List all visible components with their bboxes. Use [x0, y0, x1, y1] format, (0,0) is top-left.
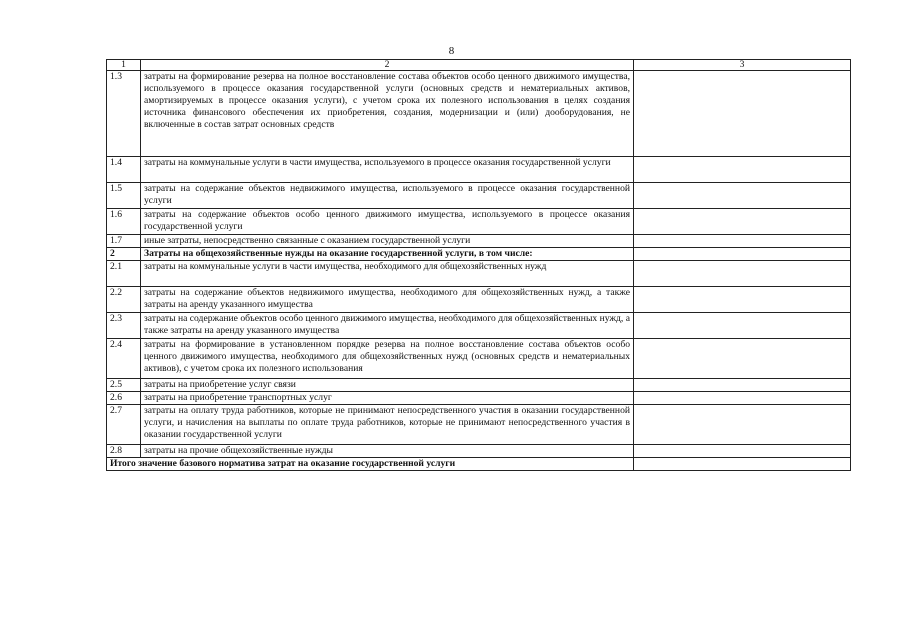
row-value: [634, 248, 851, 261]
row-description: затраты на коммунальные услуги в части имущества, необходимого для общехозяйственных нужд: [141, 261, 634, 287]
row-number: 2.2: [107, 287, 141, 313]
row-number: 1.4: [107, 157, 141, 183]
table-row: [107, 379, 851, 392]
row-value: [634, 183, 851, 209]
total-label: Итого значение базового норматива затрат на оказание государственной услуги: [107, 458, 634, 471]
row-number: 2: [107, 248, 141, 261]
row-value: [634, 157, 851, 183]
row-value: [634, 235, 851, 248]
row-description: затраты на прочие общехозяйственные нужды: [141, 445, 634, 458]
row-number: 2.6: [107, 392, 141, 405]
page-number: 8: [448, 45, 455, 57]
row-number: 2.7: [107, 405, 141, 445]
row-number: 2.3: [107, 313, 141, 339]
row-description: затраты на формирование в установленном порядке резерва на полное восстановление состава объектов особо ценного движимого имущества, необходимого для общехозяйственных нужд (основных средств и нематериальных активов), с учетом срока их полезного использования: [141, 339, 634, 379]
table-row: [107, 209, 851, 235]
row-value: [634, 313, 851, 339]
row-description: затраты на оплату труда работников, которые не принимают непосредственного участия в оказании государственной услуги, и начисления на выплаты по оплате труда работников, которые не принимают непосредственного участия в оказании государственной услуги: [141, 405, 634, 445]
row-value: [634, 379, 851, 392]
row-number: 1.6: [107, 209, 141, 235]
table-header-row: [107, 60, 851, 71]
header-col-1: 1: [107, 60, 141, 71]
row-description: Затраты на общехозяйственные нужды на оказание государственной услуги, в том числе:: [141, 248, 634, 261]
row-value: [634, 209, 851, 235]
header-col-3: 3: [634, 60, 851, 71]
table-row: [107, 445, 851, 458]
table-row: [107, 405, 851, 445]
header-col-2: 2: [141, 60, 634, 71]
table-total-row: [107, 458, 851, 471]
row-value: [634, 392, 851, 405]
row-description: затраты на приобретение транспортных услуг: [141, 392, 634, 405]
table-row: [107, 313, 851, 339]
row-description: затраты на содержание объектов особо ценного движимого имущества, необходимого для общехозяйственных нужд, а также затраты на аренду указанного имущества: [141, 313, 634, 339]
table-row: [107, 157, 851, 183]
row-description: иные затраты, непосредственно связанные с оказанием государственной услуги: [141, 235, 634, 248]
row-description: затраты на коммунальные услуги в части имущества, используемого в процессе оказания государственной услуги: [141, 157, 634, 183]
row-value: [634, 339, 851, 379]
table-row: [107, 235, 851, 248]
row-number: 2.1: [107, 261, 141, 287]
total-value: [634, 458, 851, 471]
row-number: 2.5: [107, 379, 141, 392]
row-description: затраты на содержание объектов недвижимого имущества, используемого в процессе оказания государственной услуги: [141, 183, 634, 209]
row-number: 2.8: [107, 445, 141, 458]
row-number: 2.4: [107, 339, 141, 379]
row-value: [634, 261, 851, 287]
row-number: 1.7: [107, 235, 141, 248]
table-row: [107, 392, 851, 405]
table-section-row: [107, 248, 851, 261]
row-description: затраты на содержание объектов недвижимого имущества, необходимого для общехозяйственных нужд, а также затраты на аренду указанного имущества: [141, 287, 634, 313]
row-description: затраты на приобретение услуг связи: [141, 379, 634, 392]
row-description: затраты на содержание объектов особо ценного движимого имущества, используемого в процессе оказания государственной услуги: [141, 209, 634, 235]
cost-table: [106, 59, 851, 471]
row-number: 1.5: [107, 183, 141, 209]
row-description: затраты на формирование резерва на полное восстановление состава объектов особо ценного движимого имущества, используемого в процессе оказания государственной услуги (основных средств и нематериальных активов, амортизируемых в процессе оказания услуги), с учетом срока их полезного использования в целях создания источника финансового обеспечения их приобретения, создания, модернизации и (или) дооборудования, не включенные в состав затрат основных средств: [141, 71, 634, 157]
table-row: [107, 183, 851, 209]
table-row: [107, 71, 851, 157]
row-value: [634, 445, 851, 458]
row-value: [634, 287, 851, 313]
table-row: [107, 261, 851, 287]
table-row: [107, 287, 851, 313]
row-value: [634, 71, 851, 157]
table-row: [107, 339, 851, 379]
row-number: 1.3: [107, 71, 141, 157]
row-value: [634, 405, 851, 445]
